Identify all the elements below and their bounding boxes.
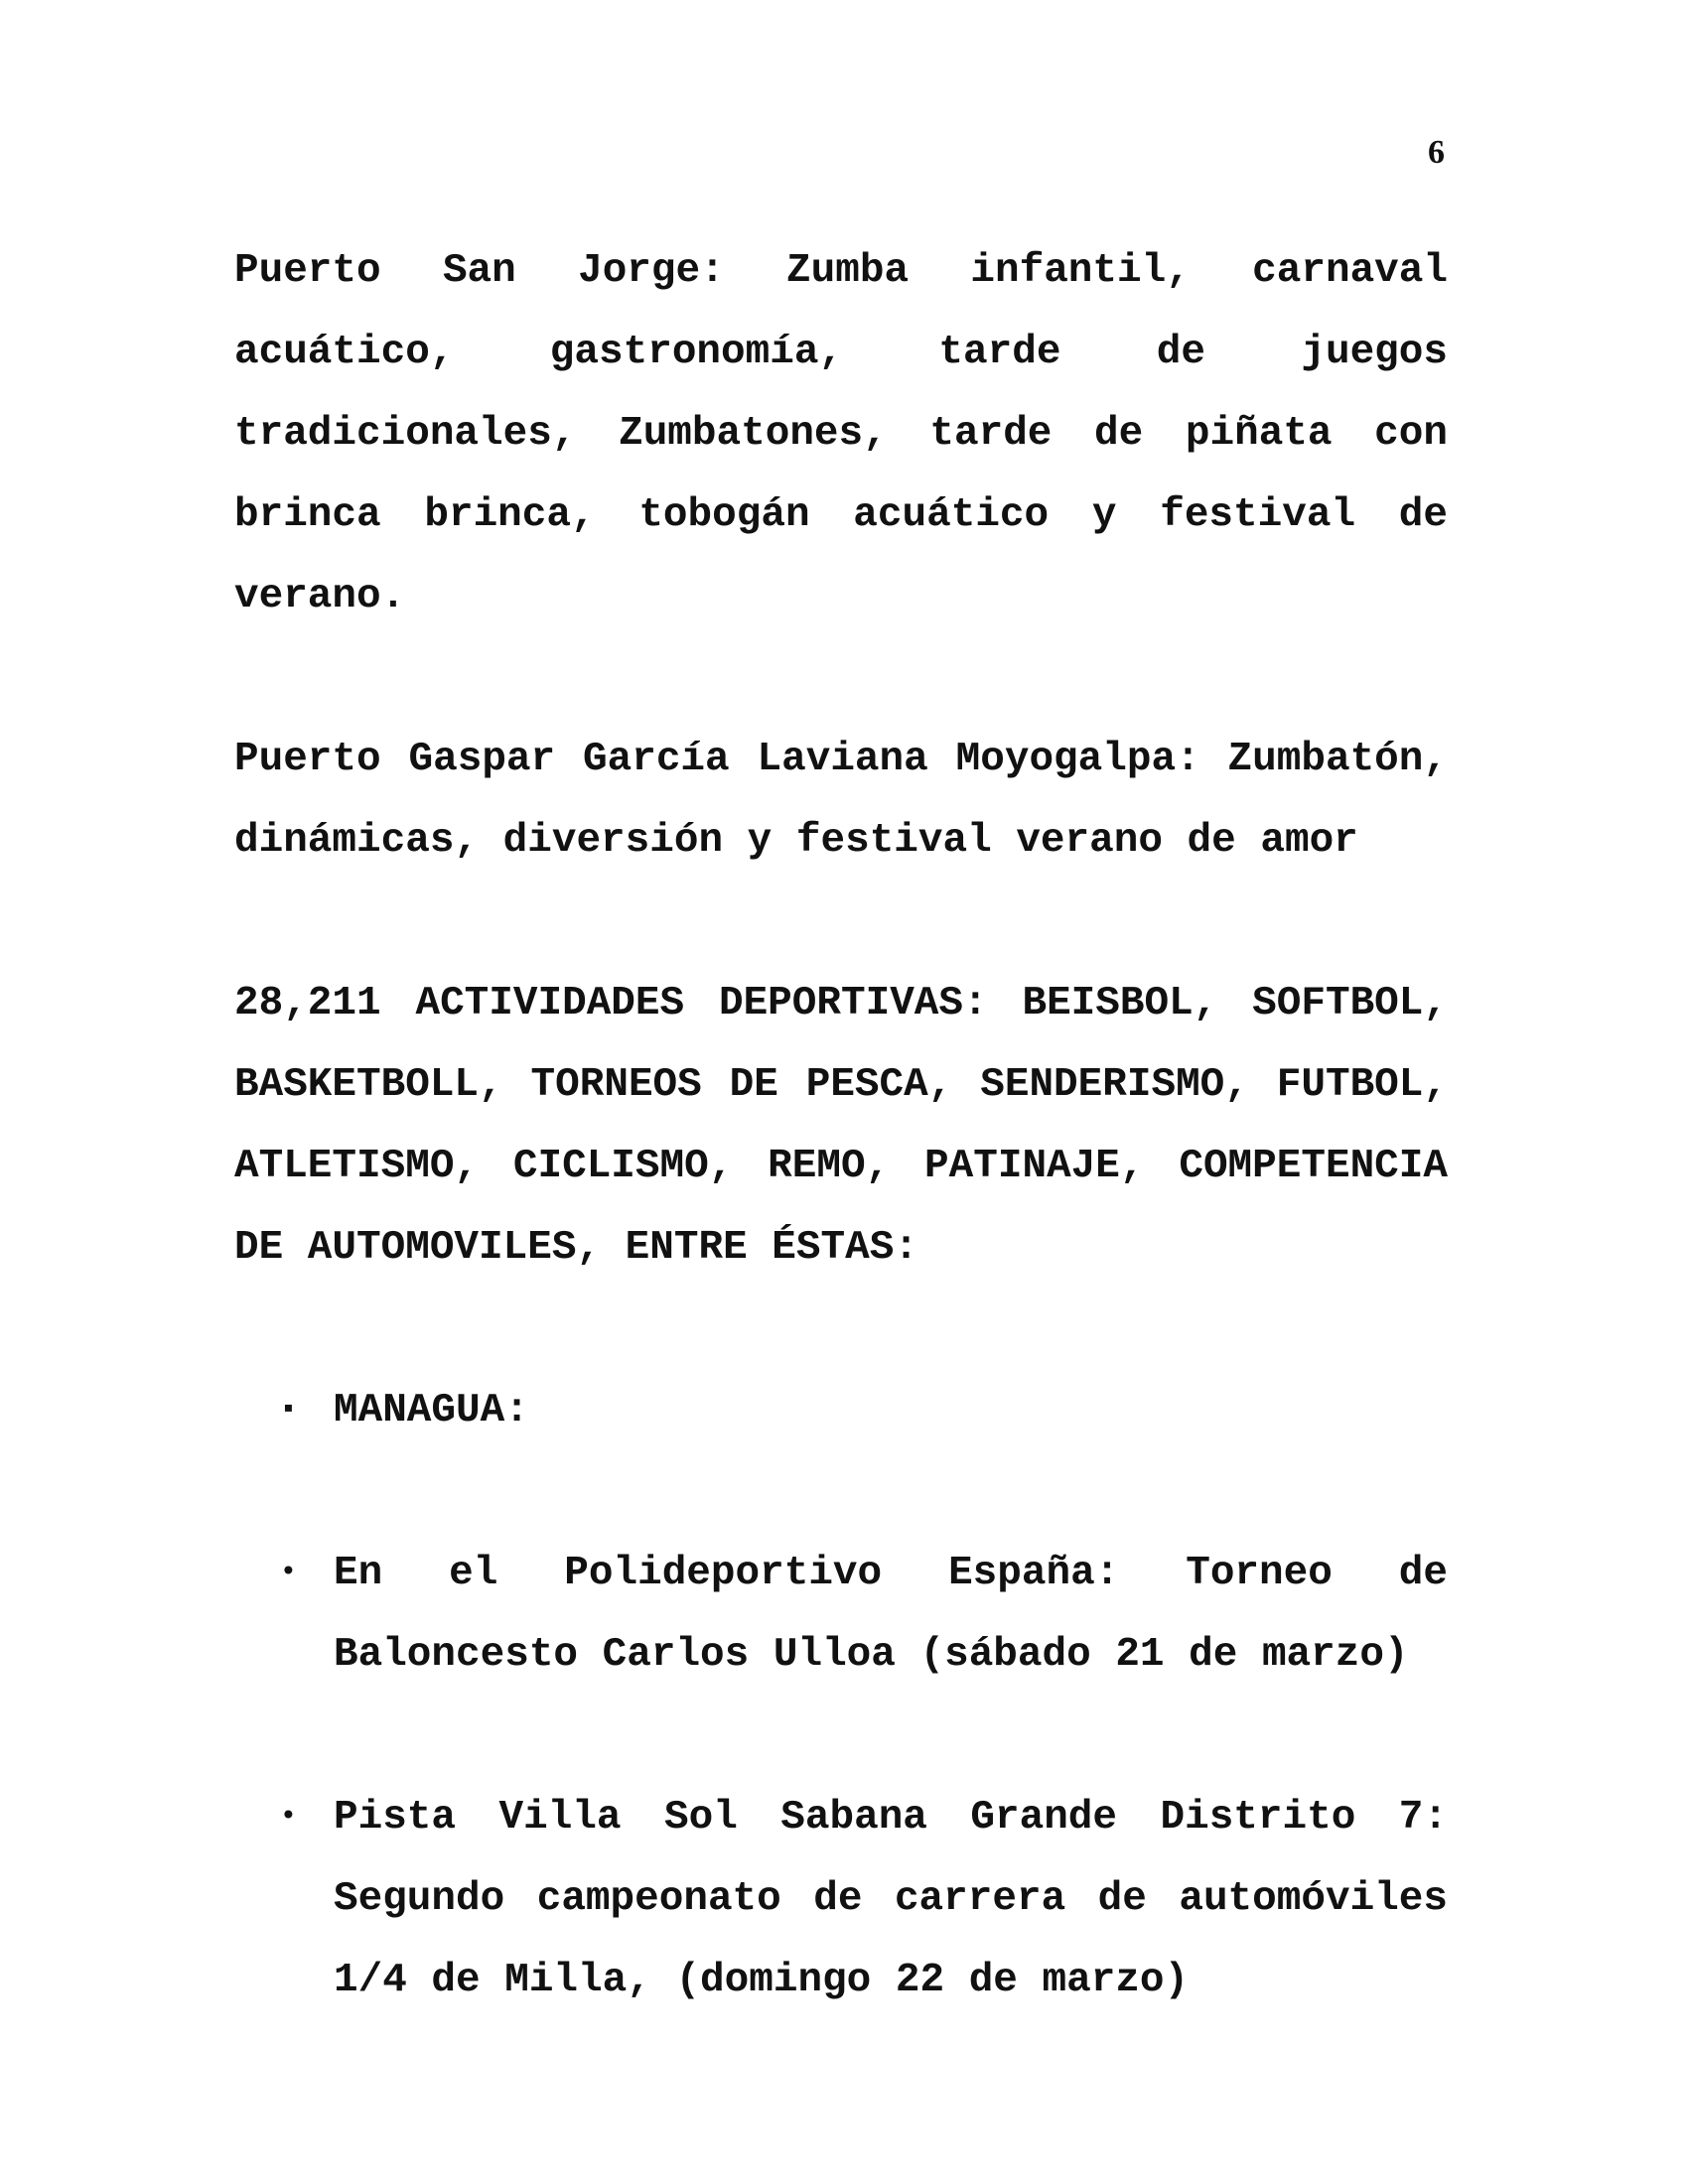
paragraph-spacer [234,637,1448,719]
list-item-text: Pista Villa Sol Sabana Grande Distrito 7: Segundo campeonato de carrera de automóviles 1/4 de Milla, (domingo 22 de marzo) [334,1795,1448,2003]
list-spacer [234,1451,1448,1533]
bullet-list [234,1370,1448,2021]
round-bullet-icon: • [280,1558,297,1588]
list-item-polideportivo [234,1533,1448,1696]
paragraph-puerto-gaspar-garcia: Puerto Gaspar García Laviana Moyogalpa: Zumbatón, dinámicas, diversión y festival verano de amor [234,737,1448,864]
square-bullet-icon: ▪ [280,1395,297,1426]
paragraph-actividades-deportivas: 28,211 ACTIVIDADES DEPORTIVAS: BEISBOL, SOFTBOL, BASKETBOLL, TORNEOS DE PESCA, SENDERISMO, FUTBOL, ATLETISMO, CICLISMO, REMO, PATINAJE, COMPETENCIA DE AUTOMOVILES, ENTRE ÉSTAS: [234,981,1448,1271]
list-item-text: MANAGUA: [334,1388,529,1433]
list-item-pista-villa-sol [234,1777,1448,2021]
document-body [234,230,1448,2021]
page-number: 6 [1428,134,1445,171]
list-item-text: En el Polideportivo España: Torneo de Baloncesto Carlos Ulloa (sábado 21 de marzo) [334,1551,1448,1678]
list-item-managua [234,1370,1448,1451]
paragraph-spacer [234,882,1448,963]
paragraph-spacer [234,1289,1448,1370]
paragraph-puerto-san-jorge: Puerto San Jorge: Zumba infantil, carnaval acuático, gastronomía, tarde de juegos tradicionales, Zumbatones, tarde de piñata con brinca brinca, tobogán acuático y festival de verano. [234,248,1448,619]
list-spacer [234,1696,1448,1777]
round-bullet-icon: • [280,1802,297,1833]
